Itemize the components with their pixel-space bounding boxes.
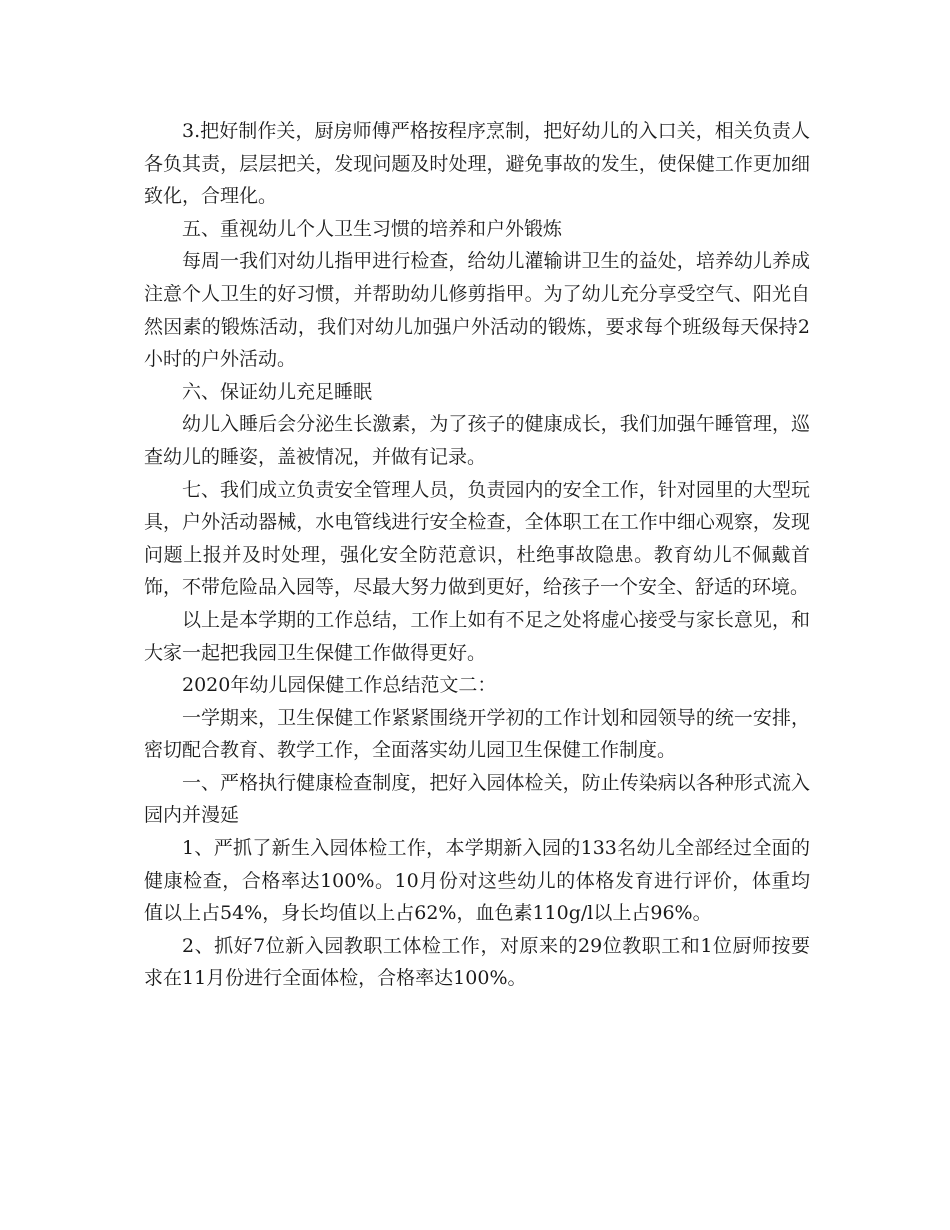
heading-sample-two: 2020年幼儿园保健工作总结范文二： [182,674,497,697]
paragraph-kitchen-production: 3.把好制作关，厨房师傅严格按程序烹制，把好幼儿的入口关，相关负责人各负其责，层层把关，发现问题及时处理，避免事故的发生，使保健工作更加细致化，合理化。 [144,120,810,208]
paragraph-hygiene-habits: 每周一我们对幼儿指甲进行检查，给幼儿灌输讲卫生的益处，培养幼儿养成注意个人卫生的好习惯，并帮助幼儿修剪指甲。为了幼儿充分享受空气、阳光自然因素的锻炼活动，我们对幼儿加强户外活动的锻炼，要求每个班级每天保持2小时的户外活动。 [144,250,810,371]
paragraph-semester-intro: 一学期来，卫生保健工作紧紧围绕开学初的工作计划和园领导的统一安排，密切配合教育、教学工作，全面落实幼儿园卫生保健工作制度。 [144,706,810,762]
heading-section-six: 六、保证幼儿充足睡眠 [182,380,373,403]
document-body [144,115,810,995]
paragraph-safety: 七、我们成立负责安全管理人员，负责园内的安全工作，针对园里的大型玩具，户外活动器械，水电管线进行安全检查，全体职工在工作中细心观察，发现问题上报并及时处理，强化安全防范意识，杜绝事故隐患。教育幼儿不佩戴首饰，不带危险品入园等，尽最大努力做到更好，给孩子一个安全、舒适的环境。 [144,478,810,599]
paragraph-staff-checkup: 2、抓好7位新入园教职工体检工作，对原来的29位教职工和1位厨师按要求在11月份进行全面体检，合格率达100%。 [144,934,810,990]
paragraph-conclusion: 以上是本学期的工作总结，工作上如有不足之处将虚心接受与家长意见，和大家一起把我园卫生保健工作做得更好。 [144,608,810,664]
paragraph-sleep: 幼儿入睡后会分泌生长激素，为了孩子的健康成长，我们加强午睡管理，巡查幼儿的睡姿，盖被情况，并做有记录。 [144,413,810,468]
heading-section-five: 五、重视幼儿个人卫生习惯的培养和户外锻炼 [182,217,563,240]
heading-health-checks: 一、严格执行健康检查制度，把好入园体检关，防止传染病以各种形式流入园内并漫延 [144,771,810,827]
paragraph-new-students: 1、严抓了新生入园体检工作，本学期新入园的133名幼儿全部经过全面的健康检查，合格率达100%。10月份对这些幼儿的体格发育进行评价，体重均值以上占54%，身长均值以上占62%，血色素110g/l以上占96%。 [144,837,810,925]
